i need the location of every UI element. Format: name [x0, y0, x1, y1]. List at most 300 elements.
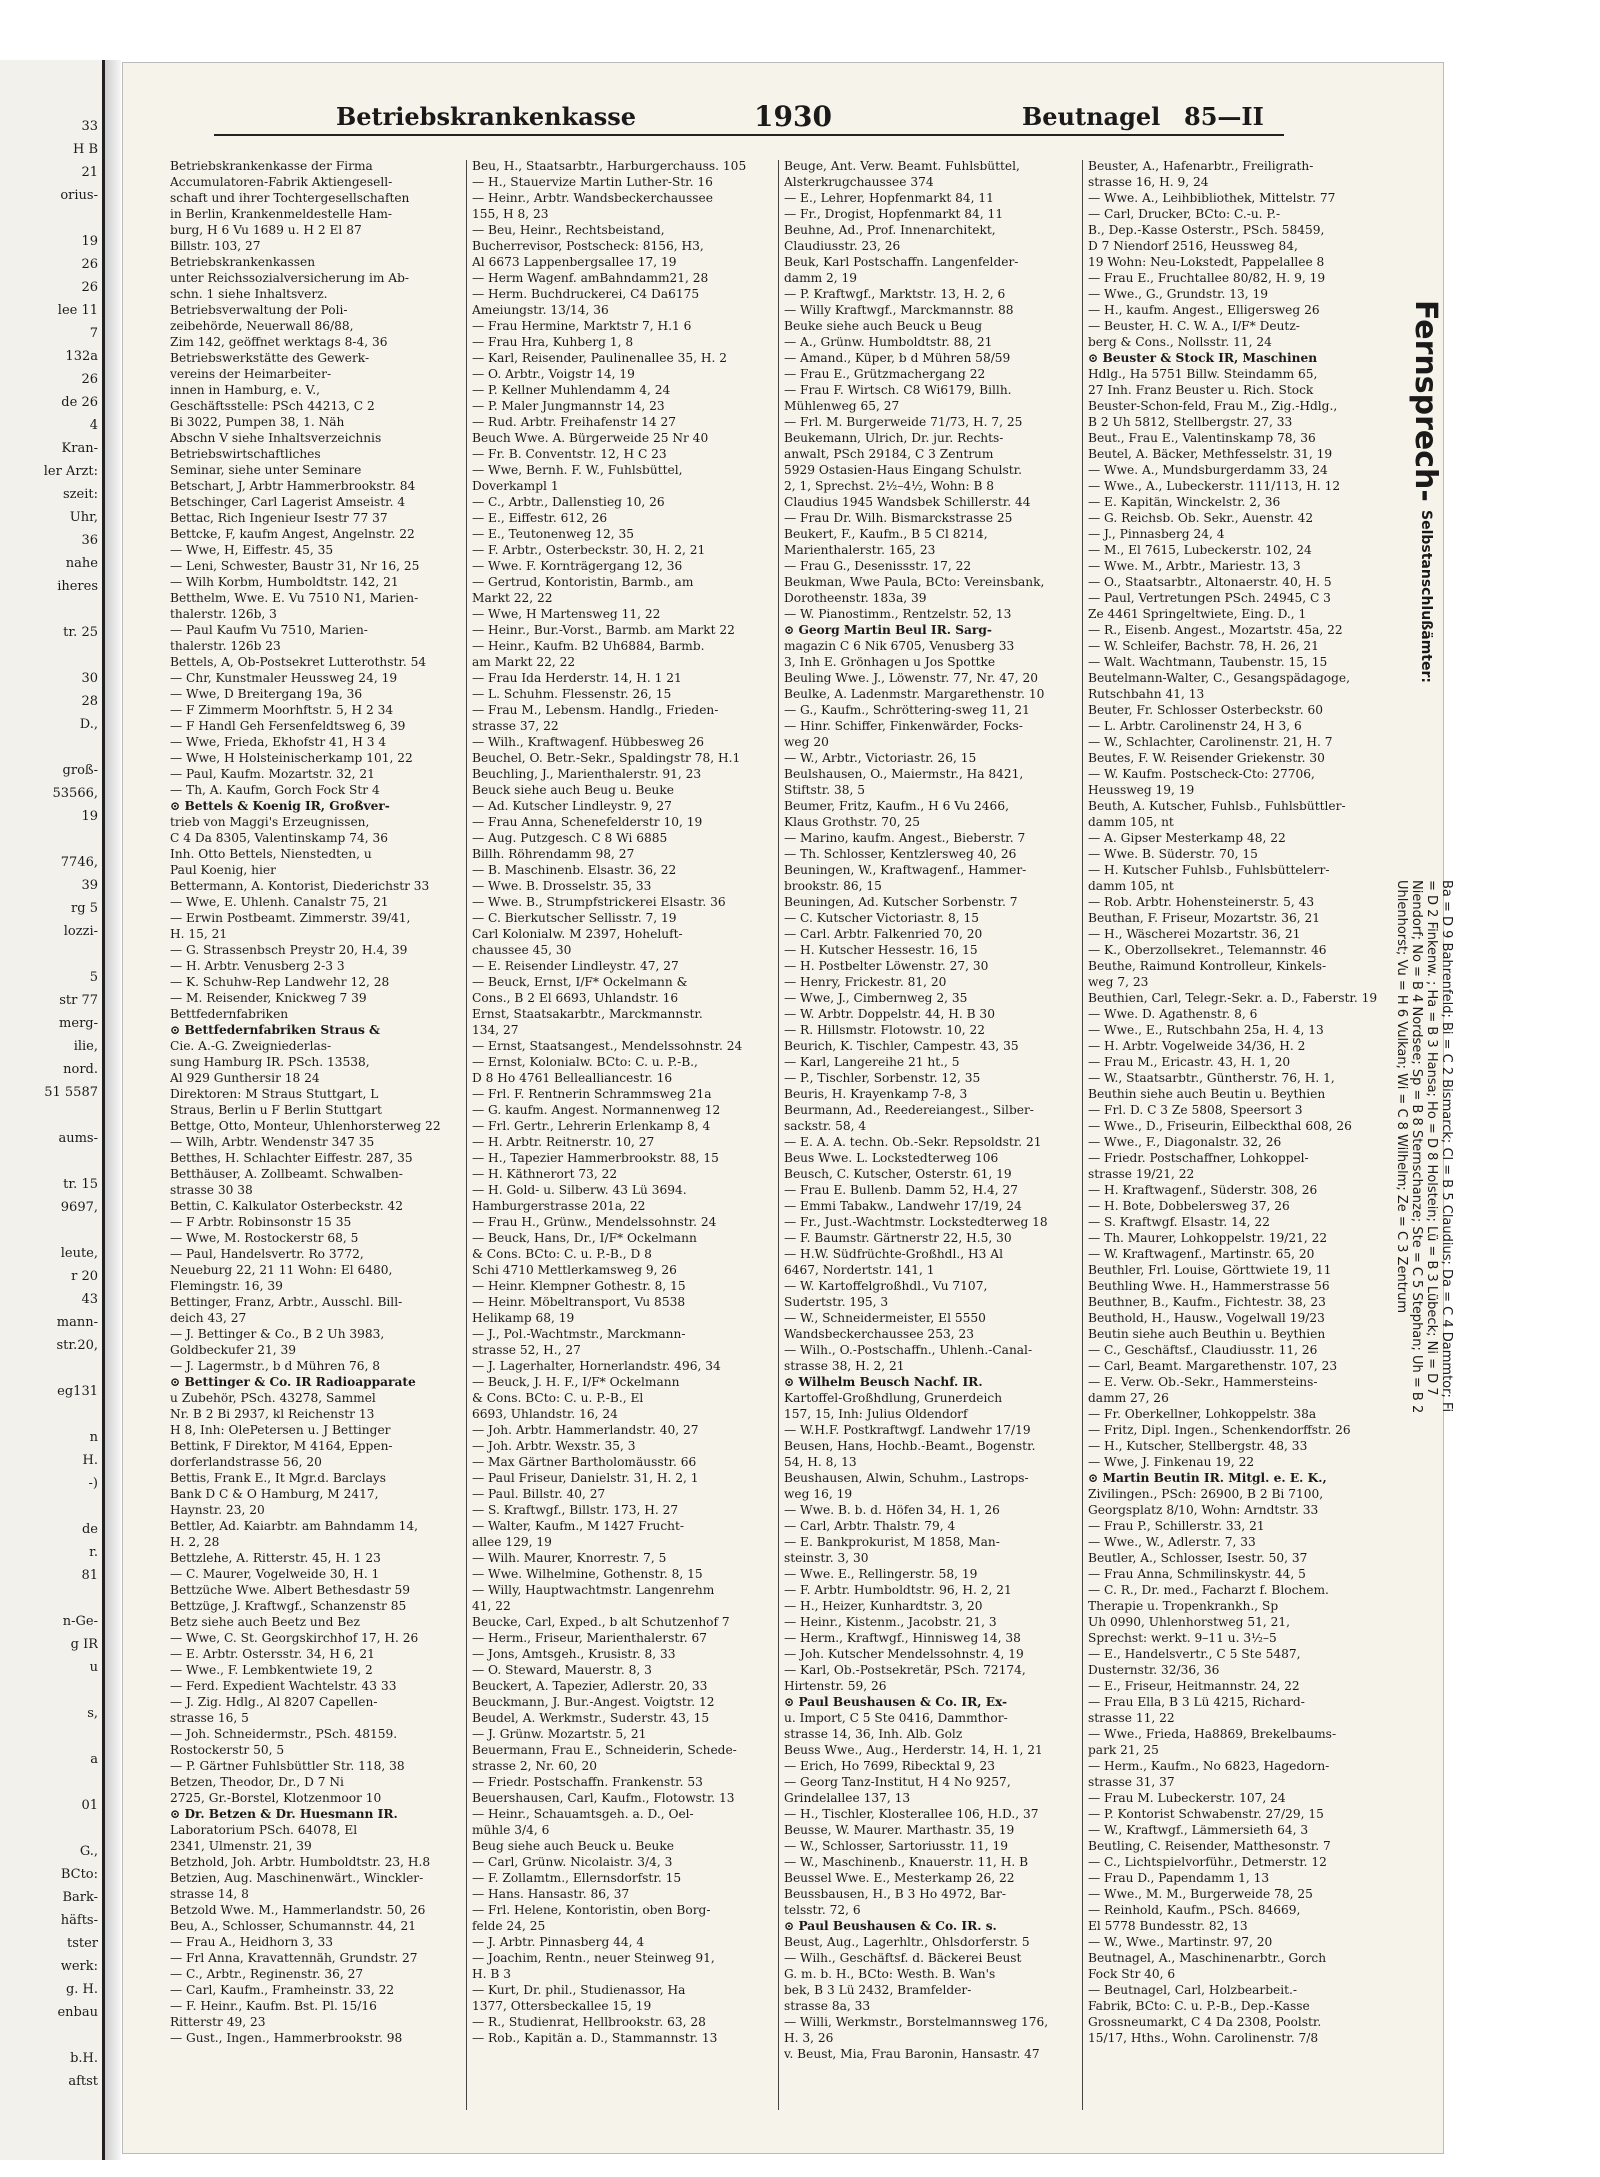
directory-entry-line: Beuck siehe auch Beug u. Beuke [472, 783, 674, 797]
directory-entry-line: — Jons, Amtsgeh., Krusistr. 8, 33 [472, 1647, 676, 1661]
directory-entry-line: damm 27, 26 [1088, 1391, 1169, 1405]
directory-entry-line: — Ernst, Staatsangest., Mendelssohnstr. 24 [472, 1039, 743, 1053]
left-page-fragment: 28 [81, 694, 98, 709]
directory-entry-line: — Amand., Küper, b d Mühren 58/59 [784, 351, 1011, 365]
left-page-fragment: lee 11 [57, 303, 98, 318]
directory-entry-line: — Frau H., Grünw., Mendelssohnstr. 24 [472, 1215, 717, 1229]
directory-entry-line: Accumulatoren-Fabrik Aktiengesell- [170, 175, 393, 189]
directory-entry-line: Bettermann, A. Kontorist, Diederichstr 33 [170, 879, 430, 893]
directory-entry-line: thalerstr. 126b 23 [170, 639, 281, 653]
left-page-fragment: a [90, 1752, 98, 1767]
directory-entry-line: — Ferd. Expedient Wachtelstr. 43 33 [170, 1679, 397, 1693]
left-page-fragment: nahe [65, 556, 98, 571]
directory-entry-line: damm 2, 19 [784, 271, 858, 285]
left-page-fragment: 4 [89, 418, 98, 433]
left-page-fragment: H. [82, 1453, 98, 1468]
directory-entry-line: Stiftstr. 38, 5 [784, 783, 865, 797]
directory-entry-line: Heussweg 19, 19 [1088, 783, 1195, 797]
directory-entry-line: — C., Arbtr., Reginenstr. 36, 27 [170, 1967, 364, 1981]
directory-entry-line: — Wilh., Kraftwagenf. Hübbesweg 26 [472, 735, 705, 749]
directory-entry-line: — Frau E., Grützmachergang 22 [784, 367, 986, 381]
directory-entry-line: damm 105, nt [1088, 879, 1174, 893]
directory-entry-line: — Aug. Putzgesch. C 8 Wi 6885 [472, 831, 668, 845]
directory-entry-line: Bettin, C. Kalkulator Osterbeckstr. 42 [170, 1199, 404, 1213]
directory-entry-line: Beurich, K. Tischler, Campestr. 43, 35 [784, 1039, 1019, 1053]
directory-entry-line: Beudel, A. Werkmstr., Suderstr. 43, 15 [472, 1711, 710, 1725]
directory-entry-line: Beutin siehe auch Beuthin u. Beythien [1088, 1327, 1326, 1341]
directory-entry-line: Dusternstr. 32/36, 36 [1088, 1663, 1220, 1677]
left-page-fragment: str 77 [59, 993, 98, 1008]
left-page-fragment: aftst [68, 2074, 98, 2089]
directory-entry-line: — Leni, Schwester, Baustr 31, Nr 16, 25 [170, 559, 420, 573]
sidebar-subtitle: Selbstanschlußämter: [1418, 510, 1434, 683]
directory-entry-line: — Wwe., W., Adlerstr. 7, 33 [1088, 1535, 1256, 1549]
directory-entry-line: Beuris, H. Krayenkamp 7-8, 3 [784, 1087, 968, 1101]
directory-entry-line: 6693, Uhlandstr. 16, 24 [472, 1407, 618, 1421]
exchange-abbreviations [1390, 880, 1460, 1420]
directory-entry-line: — Wwe., Frieda, Ha8869, Brekelbaums- [1088, 1727, 1337, 1741]
directory-entry-line: — E. Verw. Ob.-Sekr., Hammersteins- [1088, 1375, 1318, 1389]
directory-entry-line: Hdlg., Ha 5751 Billw. Steindamm 65, [1088, 367, 1318, 381]
directory-entry-line: — Max Gärtner Bartholomäusstr. 66 [472, 1455, 697, 1469]
directory-entry-line: Fabrik, BCto: C. u. P.-B., Dep.-Kasse [1088, 1999, 1310, 2013]
directory-entry-line: Beuthan, F. Friseur, Mozartstr. 36, 21 [1088, 911, 1321, 925]
directory-entry-line: — Beuster, H. C. W. A., I/F* Deutz- [1088, 319, 1300, 333]
directory-entry-line: — R. Hillsmstr. Flotowstr. 10, 22 [784, 1023, 986, 1037]
directory-entry-line: Betriebswirtschaftliches [170, 447, 321, 461]
directory-entry-line: — Karl, Ob.-Postsekretär, PSch. 72174, [784, 1663, 1026, 1677]
directory-entry-line: Beuningen, Ad. Kutscher Sorbenstr. 7 [784, 895, 1018, 909]
directory-entry-line: Bettzüche Wwe. Albert Bethesdastr 59 [170, 1583, 411, 1597]
directory-entry-line: — Ernst, Kolonialw. BCto: C. u. P.-B., [472, 1055, 698, 1069]
directory-entry-line: — H. Gold- u. Silberw. 43 Lü 3694. [472, 1183, 687, 1197]
directory-entry-line: — Joachim, Rentn., neuer Steinweg 91, [472, 1951, 715, 1965]
directory-entry-line: — Heinr., Kaufm. B2 Uh6884, Barmb. [472, 639, 705, 653]
directory-entry-line: 2, 1, Sprechst. 2½–4½, Wohn: B 8 [784, 479, 995, 493]
directory-entry-line: — R., Studienrat, Hellbrookstr. 63, 28 [472, 2015, 706, 2029]
directory-entry-line: mühle 3/4, 6 [472, 1823, 550, 1837]
directory-entry-line: — P., Tischler, Sorbenstr. 12, 35 [784, 1071, 981, 1085]
directory-entry-line: — Frl. M. Burgerweide 71/73, H. 7, 25 [784, 415, 1023, 429]
directory-column-4 [1088, 158, 1388, 2108]
directory-entry-line: sackstr. 58, 4 [784, 1119, 867, 1133]
directory-entry-line: — W., Maschinenb., Knauerstr. 11, H. B [784, 1855, 1029, 1869]
directory-entry-line: strasse 16, H. 9, 24 [1088, 175, 1209, 189]
directory-entry-line: — Reinhold, Kaufm., PSch. 84669, [1088, 1903, 1301, 1917]
directory-entry-line: — Wwe., M. M., Burgerweide 78, 25 [1088, 1887, 1313, 1901]
directory-entry-line: Betzold Wwe. M., Hammerlandstr. 50, 26 [170, 1903, 426, 1917]
directory-entry-line: Beust, Aug., Lagerhltr., Ohlsdorferstr. 5 [784, 1935, 1030, 1949]
directory-entry-line: Beuthe, Raimund Kontrolleur, Kinkels- [1088, 959, 1327, 973]
directory-entry-line: — C., Arbtr., Dallenstieg 10, 26 [472, 495, 665, 509]
left-page-fragment: 30 [81, 671, 98, 686]
directory-entry-line: Paul Koenig, hier [170, 863, 276, 877]
directory-entry-line: — K. Schuhw-Rep Landwehr 12, 28 [170, 975, 390, 989]
directory-entry-line: — P. Gärtner Fuhlsbüttler Str. 118, 38 [170, 1759, 405, 1773]
directory-entry-line: — Erich, Ho 7699, Ribecktal 9, 23 [784, 1759, 995, 1773]
directory-entry-line: in Berlin, Krankenmeldestelle Ham- [170, 207, 392, 221]
directory-entry-line: — Carl, Arbtr. Thalstr. 79, 4 [784, 1519, 956, 1533]
directory-entry-line: Bettels, A, Ob-Postsekret Lutterothstr. 54 [170, 655, 427, 669]
directory-entry-line: — Wwe. E., Rellingerstr. 58, 19 [784, 1567, 978, 1581]
directory-entry-line: — Friedr. Postschaffn. Frankenstr. 53 [472, 1775, 703, 1789]
left-page-fragment: ilie, [73, 1039, 98, 1054]
directory-entry-line: Bank D C & O Hamburg, M 2417, [170, 1487, 379, 1501]
directory-entry-line: — W., Arbtr., Victoriastr. 26, 15 [784, 751, 977, 765]
directory-entry-line: am Markt 22, 22 [472, 655, 576, 669]
directory-entry-line: — Paul Kaufm Vu 7510, Marien- [170, 623, 368, 637]
directory-entry-line: u Zubehör, PSch. 43278, Sammel [170, 1391, 376, 1405]
directory-entry-line: — E. Kapitän, Winckelstr. 2, 36 [1088, 495, 1281, 509]
directory-entry-line: — Heinr., Bur.-Vorst., Barmb. am Markt 22 [472, 623, 735, 637]
directory-entry-line: Flemingstr. 16, 39 [170, 1279, 283, 1293]
directory-entry-line: 19 Wohn: Neu-Lokstedt, Pappelallee 8 [1088, 255, 1325, 269]
left-page-fragment: 39 [81, 878, 98, 893]
left-page-fragment: aums- [58, 1131, 98, 1146]
left-page-fragment: s, [87, 1706, 98, 1721]
left-page-fragment: 36 [81, 533, 98, 548]
directory-entry-line: — H., Tischler, Klosterallee 106, H.D., 37 [784, 1807, 1039, 1821]
directory-entry-line: — Wwe, E. Uhlenh. Canalstr 75, 21 [170, 895, 389, 909]
directory-entry-line: — Frau P., Schillerstr. 33, 21 [1088, 1519, 1265, 1533]
directory-entry-line: 41, 22 [472, 1599, 511, 1613]
left-page-fragment: 01 [81, 1798, 98, 1813]
directory-entry-line: Beuermann, Frau E., Schneiderin, Schede- [472, 1743, 737, 1757]
directory-entry-line: Straus, Berlin u F Berlin Stuttgart [170, 1103, 382, 1117]
directory-entry-line: vereins der Heimarbeiter- [170, 367, 332, 381]
directory-entry-line: weg 7, 23 [1088, 975, 1149, 989]
left-page-fragment: häfts- [60, 1913, 98, 1928]
directory-entry-line: 5929 Ostasien-Haus Eingang Schulstr. [784, 463, 1023, 477]
directory-entry-line: — Heinr. Möbeltransport, Vu 8538 [472, 1295, 686, 1309]
directory-entry-line: Bi 3022, Pumpen 38, 1. Näh [170, 415, 345, 429]
directory-entry-line: — J. Grünw. Mozartstr. 5, 21 [472, 1727, 647, 1741]
directory-entry-line: Inh. Otto Bettels, Nienstedten, u [170, 847, 372, 861]
page-number: 85—II [1184, 102, 1264, 131]
directory-entry-line: — E., Lehrer, Hopfenmarkt 84, 11 [784, 191, 994, 205]
directory-entry-line: u. Import, C 5 Ste 0416, Dammthor- [784, 1711, 1008, 1725]
header-left-keyword: Betriebskrankenkasse [336, 102, 637, 131]
directory-entry-line: 15/17, Hths., Wohn. Carolinenstr. 7/8 [1088, 2031, 1319, 2045]
left-page-fragment: u [89, 1660, 98, 1675]
directory-entry-line: Billh. Röhrendamm 98, 27 [472, 847, 635, 861]
directory-entry-line: — Frau Ida Herderstr. 14, H. 1 21 [472, 671, 682, 685]
directory-entry-line: — Wwe, Bernh. F. W., Fuhlsbüttel, [472, 463, 683, 477]
directory-entry-line: — Paul, Handelsvertr. Ro 3772, [170, 1247, 364, 1261]
left-page-fragment: g. H. [65, 1982, 98, 1997]
directory-entry-line: Beuchel, O. Betr.-Sekr., Spaldingstr 78, H.1 [472, 751, 741, 765]
directory-entry-line: Betschart, J, Arbtr Hammerbrookstr. 84 [170, 479, 416, 493]
left-page-fragment: 7746, [60, 855, 98, 870]
directory-entry-line: — E. Arbtr. Ostersstr. 34, H 6, 21 [170, 1647, 375, 1661]
directory-entry-line: — H., Tapezier Hammerbrookstr. 88, 15 [472, 1151, 719, 1165]
left-page-fragment: groß- [62, 763, 98, 778]
directory-entry-line: — Joh. Schneidermstr., PSch. 48159. [170, 1727, 398, 1741]
left-page-fragment: 19 [81, 234, 98, 249]
sidebar-title: Fernsprech- [1408, 300, 1443, 502]
directory-entry-line: — H. Arbtr. Reitnerstr. 10, 27 [472, 1135, 655, 1149]
directory-entry-line: strasse 16, 5 [170, 1711, 249, 1725]
directory-entry-line: sung Hamburg IR. PSch. 13538, [170, 1055, 370, 1069]
directory-entry-line: — Willy, Hauptwachtmstr. Langenrehm [472, 1583, 715, 1597]
directory-entry-line: — L. Schuhm. Flessenstr. 26, 15 [472, 687, 672, 701]
left-page-fragment: 33 [81, 119, 98, 134]
directory-entry-line: Beu, A., Schlosser, Schumannstr. 44, 21 [170, 1919, 416, 1933]
directory-entry-line: — Frau F. Wirtsch. C8 Wi6179, Billh. [784, 383, 1012, 397]
directory-entry-line: 157, 15, Inh: Julius Oldendorf [784, 1407, 968, 1421]
directory-entry-line: Beuster, A., Hafenarbtr., Freiligrath- [1088, 159, 1314, 173]
directory-entry-line: — J., Pol.-Wachtmstr., Marckmann- [472, 1327, 686, 1341]
directory-entry-line: — F. Arbtr., Osterbeckstr. 30, H. 2, 21 [472, 543, 706, 557]
directory-entry-line: — J. Bettinger & Co., B 2 Uh 3983, [170, 1327, 385, 1341]
directory-entry-line: Beuth, A. Kutscher, Fuhlsb., Fuhlsbüttler- [1088, 799, 1346, 813]
directory-entry-line: thalerstr. 126b, 3 [170, 607, 277, 621]
directory-entry-line: — Wwe. D. Agathenstr. 8, 6 [1088, 1007, 1258, 1021]
directory-entry-line: — Carl, Beamt. Margarethenstr. 107, 23 [1088, 1359, 1338, 1373]
directory-entry-line: — H. Bote, Dobbelersweg 37, 26 [1088, 1199, 1290, 1213]
directory-entry-line: — W., Kraftwgf., Lämmersieth 64, 3 [1088, 1823, 1309, 1837]
directory-entry-line: Beukert, F., Kaufm., B 5 Cl 8214, [784, 527, 988, 541]
directory-entry-line: H. 2, 28 [170, 1535, 220, 1549]
directory-entry-line: — G. Reichsb. Ob. Sekr., Auenstr. 42 [1088, 511, 1314, 525]
directory-entry-line: Beutling, C. Reisender, Matthesonstr. 7 [1088, 1839, 1331, 1853]
directory-entry-line: — Carl, Kaufm., Framheinstr. 33, 22 [170, 1983, 395, 1997]
directory-entry-line: — P. Kontorist Schwabenstr. 27/29, 15 [1088, 1807, 1324, 1821]
directory-entry-line: Billstr. 103, 27 [170, 239, 261, 253]
directory-entry-line: ⊙ Martin Beutin IR. Mitgl. e. E. K., [1088, 1471, 1327, 1485]
directory-entry-line: Laboratorium PSch. 64078, El [170, 1823, 358, 1837]
directory-entry-line: Bettler, Ad. Kaiarbtr. am Bahndamm 14, [170, 1519, 419, 1533]
directory-entry-line: — C. Maurer, Vogelweide 30, H. 1 [170, 1567, 380, 1581]
left-page-fragment: D., [79, 717, 98, 732]
directory-entry-line: strasse 19/21, 22 [1088, 1167, 1195, 1181]
directory-entry-line: Betriebsverwaltung der Poli- [170, 303, 348, 317]
directory-entry-line: Direktoren: M Straus Stuttgart, L [170, 1087, 379, 1101]
left-page-fragment: H B [72, 142, 98, 157]
left-page-fragment: 19 [81, 809, 98, 824]
directory-entry-line: Beusse, W. Maurer. Marthastr. 35, 19 [784, 1823, 1015, 1837]
directory-entry-line: D 7 Niendorf 2516, Heussweg 84, [1088, 239, 1298, 253]
directory-entry-line: — Wwe, C. St. Georgskirchhof 17, H. 26 [170, 1631, 419, 1645]
directory-entry-line: — Rob., Kapitän a. D., Stammannstr. 13 [472, 2031, 718, 2045]
left-page-fragment: 9697, [60, 1200, 98, 1215]
directory-entry-line: zeibehörde, Neuerwall 86/88, [170, 319, 354, 333]
directory-entry-line: — Carl, Drucker, BCto: C.-u. P.- [1088, 207, 1281, 221]
directory-entry-line: strasse 37, 22 [472, 719, 559, 733]
left-page-fragment: -) [88, 1476, 98, 1491]
directory-entry-line: — Wwe. A., Mundsburgerdamm 33, 24 [1088, 463, 1328, 477]
directory-entry-line: — H. Arbtr. Venusberg 2-3 3 [170, 959, 345, 973]
directory-entry-line: Fock Str 40, 6 [1088, 1967, 1176, 1981]
directory-entry-line: — E., Friseur, Heitmannstr. 24, 22 [1088, 1679, 1300, 1693]
directory-entry-line: Beutelmann-Walter, C., Gesangspädagoge, [1088, 671, 1351, 685]
directory-entry-line: — E. A. A. techn. Ob.-Sekr. Repsoldstr. 21 [784, 1135, 1042, 1149]
left-page-fragment: b.H. [70, 2051, 98, 2066]
directory-entry-line: — Frl. D. C 3 Ze 5808, Speersort 3 [1088, 1103, 1303, 1117]
directory-entry-line: Bettfedernfabriken [170, 1007, 289, 1021]
directory-entry-line: — W. Pianostimm., Rentzelstr. 52, 13 [784, 607, 1012, 621]
directory-entry-line: Uh 0990, Uhlenhorstweg 51, 21, [1088, 1615, 1290, 1629]
directory-entry-line: — Wwe. B. b. d. Höfen 34, H. 1, 26 [784, 1503, 1000, 1517]
directory-entry-line: Beuss Wwe., Aug., Herderstr. 14, H. 1, 21 [784, 1743, 1043, 1757]
directory-entry-line: — Wwe, Frieda, Ekhofstr 41, H 3 4 [170, 735, 387, 749]
directory-entry-line: Betthes, H. Schlachter Eiffestr. 287, 35 [170, 1151, 413, 1165]
directory-entry-line: Beumer, Fritz, Kaufm., H 6 Vu 2466, [784, 799, 1009, 813]
directory-entry-line: Betzen, Theodor, Dr., D 7 Ni [170, 1775, 344, 1789]
directory-entry-line: — J. Lagerhalter, Hornerlandstr. 496, 34 [472, 1359, 721, 1373]
left-page-fragment: ler Arzt: [43, 464, 98, 479]
directory-entry-line: Betriebskrankenkasse der Firma [170, 159, 373, 173]
directory-entry-line: — Erwin Postbeamt. Zimmerstr. 39/41, [170, 911, 411, 925]
left-page-fragment: r 20 [71, 1269, 98, 1284]
directory-entry-line: — Rud. Arbtr. Freihafenstr 14 27 [472, 415, 677, 429]
directory-entry-line: — H.W. Südfrüchte-Großhdl., H3 Al [784, 1247, 1003, 1261]
directory-entry-line: — Joh. Arbtr. Hammerlandstr. 40, 27 [472, 1423, 699, 1437]
directory-entry-line: — Wwe., F. Lembkentwiete 19, 2 [170, 1663, 373, 1677]
directory-entry-line: 54, H. 8, 13 [784, 1455, 857, 1469]
left-page-fragment: merg- [59, 1016, 98, 1031]
directory-entry-line: Al 929 Gunthersir 18 24 [170, 1071, 320, 1085]
left-page-fragment: mann- [56, 1315, 98, 1330]
directory-entry-line: Bettcke, F, kaufm Angest, Angelnstr. 22 [170, 527, 415, 541]
directory-entry-line: — F. Arbtr. Humboldtstr. 96, H. 2, 21 [784, 1583, 1012, 1597]
directory-entry-line: — Wwe. A., Leihbibliothek, Mittelstr. 77 [1088, 191, 1336, 205]
directory-entry-line: — Heinr., Schauamtsgeh. a. D., Oel- [472, 1807, 694, 1821]
directory-entry-line: Rutschbahn 41, 13 [1088, 687, 1205, 701]
directory-entry-line: Beussel Wwe. E., Mesterkamp 26, 22 [784, 1871, 1015, 1885]
left-page-fragment: de [81, 1522, 98, 1537]
directory-entry-line: — H. Kutscher Hessestr. 16, 15 [784, 943, 978, 957]
directory-entry-line: — Henry, Frickestr. 81, 20 [784, 975, 947, 989]
directory-entry-line: — Wwe. B. Drosselstr. 35, 33 [472, 879, 652, 893]
directory-entry-line: — F. Baumstr. Gärtnerstr 22, H.5, 30 [784, 1231, 1012, 1245]
directory-entry-line: anwalt, PSch 29184, C 3 Zentrum [784, 447, 994, 461]
directory-entry-line: — O. Arbtr., Voigstr 14, 19 [472, 367, 635, 381]
directory-entry-line: — Wwe. F. Kornträgergang 12, 36 [472, 559, 683, 573]
directory-entry-line: Mühlenweg 65, 27 [784, 399, 900, 413]
header-right-keyword: Beutnagel [1022, 102, 1161, 131]
directory-entry-line: — Joh. Kutscher Mendelssohnstr. 4, 19 [784, 1647, 1024, 1661]
directory-entry-line: — Karl, Langereihe 21 ht., 5 [784, 1055, 960, 1069]
directory-column-2 [472, 158, 772, 2108]
left-page-fragment: 7 [89, 326, 98, 341]
directory-entry-line: — Frl. Helene, Kontoristin, oben Borg- [472, 1903, 711, 1917]
directory-entry-line: — Georg Tanz-Institut, H 4 No 9257, [784, 1775, 1011, 1789]
directory-entry-line: Beutler, A., Schlosser, Isestr. 50, 37 [1088, 1551, 1308, 1565]
directory-entry-line: — J. Zig. Hdlg., Al 8207 Capellen- [170, 1695, 378, 1709]
directory-entry-line: — Wwe, D Breitergang 19a, 36 [170, 687, 363, 701]
directory-entry-line: — J. Arbtr. Pinnasberg 44, 4 [472, 1935, 645, 1949]
directory-entry-line: Betthäuser, A. Zollbeamt. Schwalben- [170, 1167, 403, 1181]
left-page-fragment: iheres [57, 579, 98, 594]
left-page-fragment: 5 [89, 970, 98, 985]
directory-entry-line: — Wilh, Arbtr. Wendenstr 347 35 [170, 1135, 375, 1149]
directory-entry-line: Doverkampl 1 [472, 479, 559, 493]
directory-entry-line: H. 15, 21 [170, 927, 228, 941]
directory-entry-line: Bettge, Otto, Monteur, Uhlenhorsterweg 22 [170, 1119, 441, 1133]
directory-entry-line: — Wilh., Geschäftsf. d. Bäckerei Beust [784, 1951, 1022, 1965]
directory-entry-line: Betzhold, Joh. Arbtr. Humboldtstr. 23, H.8 [170, 1855, 431, 1869]
directory-entry-line: ⊙ Wilhelm Beusch Nachf. IR. [784, 1375, 983, 1389]
directory-entry-line: Bettis, Frank E., It Mgr.d. Barclays [170, 1471, 386, 1485]
directory-entry-line: — E. Bankprokurist, M 1858, Man- [784, 1535, 1000, 1549]
directory-entry-line: — H., Stauervize Martin Luther-Str. 16 [472, 175, 713, 189]
directory-entry-line: — F Handl Geh Fersenfeldtsweg 6, 39 [170, 719, 406, 733]
directory-entry-line: strasse 14, 36, Inh. Alb. Golz [784, 1727, 963, 1741]
directory-entry-line: Wandsbeckerchaussee 253, 23 [784, 1327, 975, 1341]
directory-entry-line: ⊙ Bettfedernfabriken Straus & [170, 1023, 381, 1037]
directory-entry-line: Beucke, Carl, Exped., b alt Schutzenhof 7 [472, 1615, 730, 1629]
left-page-fragment: 51 5587 [44, 1085, 98, 1100]
directory-entry-line: Nr. B 2 Bi 2937, kl Reichenstr 13 [170, 1407, 375, 1421]
directory-entry-line: Claudiusstr. 23, 26 [784, 239, 901, 253]
directory-entry-line: Beuthner, B., Kaufm., Fichtestr. 38, 23 [1088, 1295, 1326, 1309]
left-page-fragment: n-Ge- [62, 1614, 98, 1629]
directory-entry-line: unter Reichssozialversicherung im Ab- [170, 271, 410, 285]
directory-entry-line: — W.H.F. Postkraftwgf. Landwehr 17/19 [784, 1423, 1031, 1437]
directory-entry-line: — W. Schleifer, Bachstr. 78, H. 26, 21 [1088, 639, 1319, 653]
left-page-fragment: 26 [81, 257, 98, 272]
directory-entry-line: Beuke siehe auch Beuck u Beug [784, 319, 983, 333]
directory-entry-line: El 5778 Bundesstr. 82, 13 [1088, 1919, 1248, 1933]
directory-entry-line: — H., kaufm. Angest., Elligersweg 26 [1088, 303, 1320, 317]
directory-entry-line: — W. Arbtr. Doppelstr. 44, H. B 30 [784, 1007, 995, 1021]
directory-entry-line: 27 Inh. Franz Beuster u. Rich. Stock [1088, 383, 1314, 397]
left-page-fragment: n [89, 1430, 98, 1445]
directory-entry-line: — Wwe. B., Strumpfstrickerei Elsastr. 36 [472, 895, 726, 909]
directory-entry-line: & Cons. BCto: C. u. P.-B., El [472, 1391, 644, 1405]
directory-entry-line: — Frau G., Desenissstr. 17, 22 [784, 559, 972, 573]
directory-entry-line: ⊙ Dr. Betzen & Dr. Huesmann IR. [170, 1807, 398, 1821]
directory-entry-line: — Wwe. B. Süderstr. 70, 15 [1088, 847, 1258, 861]
directory-entry-line: Geschäftsstelle: PSch 44213, C 2 [170, 399, 375, 413]
directory-entry-line: — Joh. Arbtr. Wexstr. 35, 3 [472, 1439, 636, 1453]
directory-entry-line: — Paul Friseur, Danielstr. 31, H. 2, 1 [472, 1471, 699, 1485]
directory-entry-line: — Friedr. Postschaffner, Lohkoppel- [1088, 1151, 1309, 1165]
directory-entry-line: 6467, Nordertstr. 141, 1 [784, 1263, 935, 1277]
directory-entry-line: chaussee 45, 30 [472, 943, 572, 957]
directory-entry-line: — F. Zollamtm., Ellernsdorfstr. 15 [472, 1871, 682, 1885]
directory-entry-line: — Wwe., D., Friseurin, Eilbeckthal 608, 26 [1088, 1119, 1352, 1133]
directory-entry-line: Beuckmann, J. Bur.-Angest. Voigtstr. 12 [472, 1695, 715, 1709]
directory-entry-line: — W. Kaufm. Postscheck-Cto: 27706, [1088, 767, 1315, 781]
directory-entry-line: Zim 142, geöffnet werktags 8-4, 36 [170, 335, 388, 349]
directory-entry-line: — O. Steward, Mauerstr. 8, 3 [472, 1663, 652, 1677]
header-year: 1930 [754, 100, 832, 133]
directory-entry-line: — F Arbtr. Robinsonstr 15 35 [170, 1215, 352, 1229]
directory-entry-line: Schi 4710 Mettlerkamsweg 9, 26 [472, 1263, 677, 1277]
left-page-fragment: szeit: [63, 487, 98, 502]
directory-entry-line: strasse 8a, 33 [784, 1999, 871, 2013]
directory-entry-line: felde 24, 25 [472, 1919, 546, 1933]
directory-entry-line: — F. Heinr., Kaufm. Bst. Pl. 15/16 [170, 1999, 377, 2013]
directory-entry-line: Helikamp 68, 19 [472, 1311, 575, 1325]
page-header [214, 100, 1284, 136]
directory-entry-line: — Heinr. Klempner Gothestr. 8, 15 [472, 1279, 686, 1293]
directory-entry-line: Beukman, Wwe Paula, BCto: Vereinsbank, [784, 575, 1045, 589]
directory-entry-line: — Hinr. Schiffer, Finkenwärder, Focks- [784, 719, 1023, 733]
directory-entry-line: — G., Kaufm., Schröttering-sweg 11, 21 [784, 703, 1030, 717]
directory-entry-line: ⊙ Georg Martin Beul IR. Sarg- [784, 623, 992, 637]
directory-entry-line: — E., Teutonenweg 12, 35 [472, 527, 635, 541]
directory-entry-line: — Herm Wagenf. amBahndamm21, 28 [472, 271, 709, 285]
directory-entry-line: — S. Kraftwgf. Elsastr. 14, 22 [1088, 1215, 1270, 1229]
directory-entry-line: ⊙ Paul Beushausen & Co. IR. s. [784, 1919, 997, 1933]
directory-entry-line: — Wilh. Maurer, Knorrestr. 7, 5 [472, 1551, 667, 1565]
directory-entry-line: — Walter, Kaufm., M 1427 Frucht- [472, 1519, 685, 1533]
directory-entry-line: park 21, 25 [1088, 1743, 1159, 1757]
directory-entry-line: Betthelm, Wwe. E. Vu 7510 N1, Marien- [170, 591, 419, 605]
